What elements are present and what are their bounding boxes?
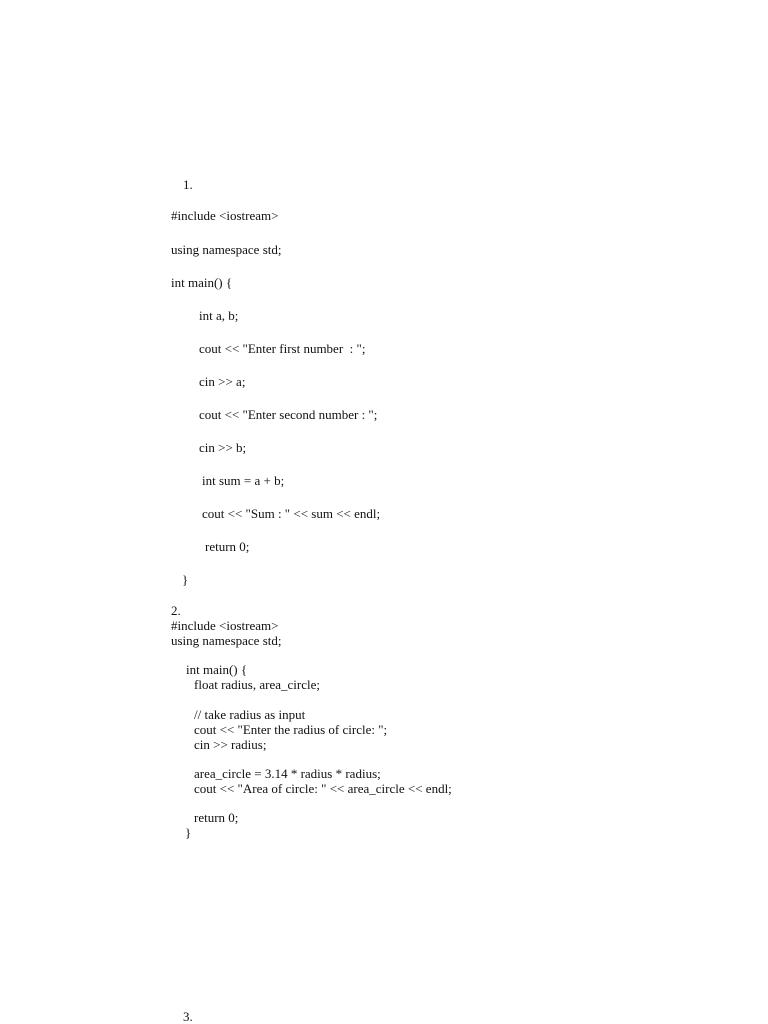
code-line: cout << "Enter the radius of circle: "; xyxy=(194,722,388,737)
code-line: cin >> b; xyxy=(199,440,247,455)
code-line: } xyxy=(182,572,189,587)
code-line: } xyxy=(185,825,192,840)
code-line: cout << "Enter second number : "; xyxy=(199,407,378,422)
program-2-number: 2. xyxy=(171,603,181,618)
code-line: int a, b; xyxy=(199,308,239,323)
code-line: cin >> a; xyxy=(199,374,246,389)
code-line: area_circle = 3.14 * radius * radius; xyxy=(194,766,381,781)
code-line: cout << "Sum : " << sum << endl; xyxy=(202,506,381,521)
code-line: int main() { xyxy=(171,275,233,290)
program-3-number: 3. xyxy=(183,1009,193,1024)
code-line: return 0; xyxy=(205,539,250,554)
code-line: float radius, area_circle; xyxy=(194,677,320,692)
code-line: using namespace std; xyxy=(171,633,282,648)
code-line: int sum = a + b; xyxy=(202,473,285,488)
code-line: using namespace std; xyxy=(171,242,282,257)
program-1-number: 1. xyxy=(183,177,193,192)
code-line: #include <iostream> xyxy=(171,208,279,223)
code-line: cout << "Area of circle: " << area_circle << endl; xyxy=(194,781,452,796)
code-line: return 0; xyxy=(194,810,239,825)
code-line: int main() { xyxy=(186,662,248,677)
code-line: cin >> radius; xyxy=(194,737,267,752)
code-comment: // take radius as input xyxy=(194,707,306,722)
code-line: #include <iostream> xyxy=(171,618,279,633)
code-line: cout << "Enter first number : "; xyxy=(199,341,366,356)
